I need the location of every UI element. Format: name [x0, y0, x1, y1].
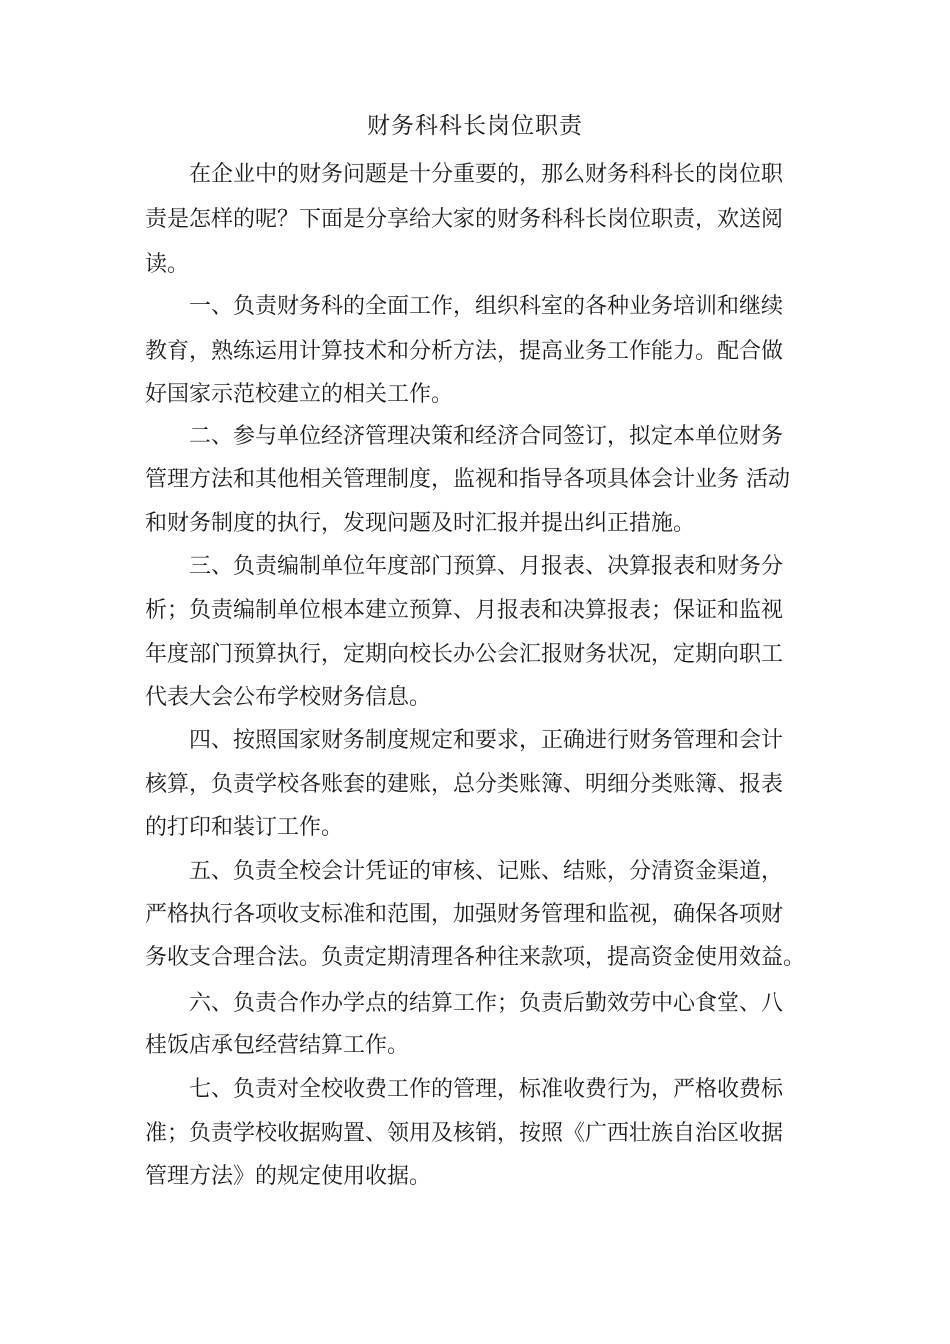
- paragraph-1-line-3: 读。: [145, 252, 190, 277]
- paragraph-4-line-4: 代表大会公布学校财务信息。: [145, 685, 432, 710]
- paragraph-8-line-3: 管理方法》的规定使用收据。: [145, 1164, 432, 1189]
- paragraph-4-line-3: 年度部门预算执行，定期向校长办公会汇报财务状况，定期向职工: [145, 642, 784, 667]
- paragraph-8-line-1: 七、负责对全校收费工作的管理，标准收费行为，严格收费标: [189, 1077, 784, 1102]
- paragraph-1-line-1: 在企业中的财务问题是十分重要的，那么财务科科长的岗位职: [189, 162, 784, 187]
- paragraph-3-line-1: 二、参与单位经济管理决策和经济合同签订，拟定本单位财务: [189, 424, 784, 449]
- paragraph-5-line-1: 四、按照国家财务制度规定和要求，正确进行财务管理和会计: [189, 728, 784, 753]
- paragraph-6-line-2: 严格执行各项收支标准和范围，加强财务管理和监视，确保各项财: [145, 902, 784, 927]
- paragraph-1-line-2: 责是怎样的呢？下面是分享给大家的财务科科长岗位职责，欢送阅: [145, 207, 784, 232]
- paragraph-4-line-1: 三、负责编制单位年度部门预算、月报表、决算报表和财务分: [189, 554, 784, 579]
- paragraph-7-line-2: 桂饭店承包经营结算工作。: [145, 1033, 410, 1058]
- paragraph-6-line-1: 五、负责全校会计凭证的审核、记账、结账，分清资金渠道，: [189, 859, 784, 884]
- paragraph-6-line-3: 务收支合理合法。负责定期清理各种往来款项，提高资金使用效益。: [145, 945, 806, 970]
- paragraph-4-line-2: 析；负责编制单位根本建立预算、月报表和决算报表；保证和监视: [145, 598, 784, 623]
- paragraph-5-line-3: 的打印和装订工作。: [145, 815, 344, 840]
- paragraph-2-line-1: 一、负责财务科的全面工作，组织科室的各种业务培训和继续: [189, 294, 784, 319]
- document-title: 财务科科长岗位职责: [367, 113, 583, 139]
- paragraph-3-line-2: 管理方法和其他相关管理制度，监视和指导各项具体会计业务 活动: [145, 467, 790, 492]
- paragraph-7-line-1: 六、负责合作办学点的结算工作；负责后勤效劳中心食堂、八: [189, 991, 784, 1016]
- paragraph-2-line-3: 好国家示范校建立的相关工作。: [145, 382, 454, 407]
- paragraph-2-line-2: 教育，熟练运用计算技术和分析方法，提高业务工作能力。配合做: [145, 339, 784, 364]
- paragraph-3-line-3: 和财务制度的执行，发现问题及时汇报并提出纠正措施。: [145, 511, 696, 536]
- paragraph-5-line-2: 核算，负责学校各账套的建账，总分类账簿、明细分类账簿、报表: [145, 772, 784, 797]
- paragraph-8-line-2: 准；负责学校收据购置、领用及核销，按照《广西壮族自治区收据: [145, 1121, 784, 1146]
